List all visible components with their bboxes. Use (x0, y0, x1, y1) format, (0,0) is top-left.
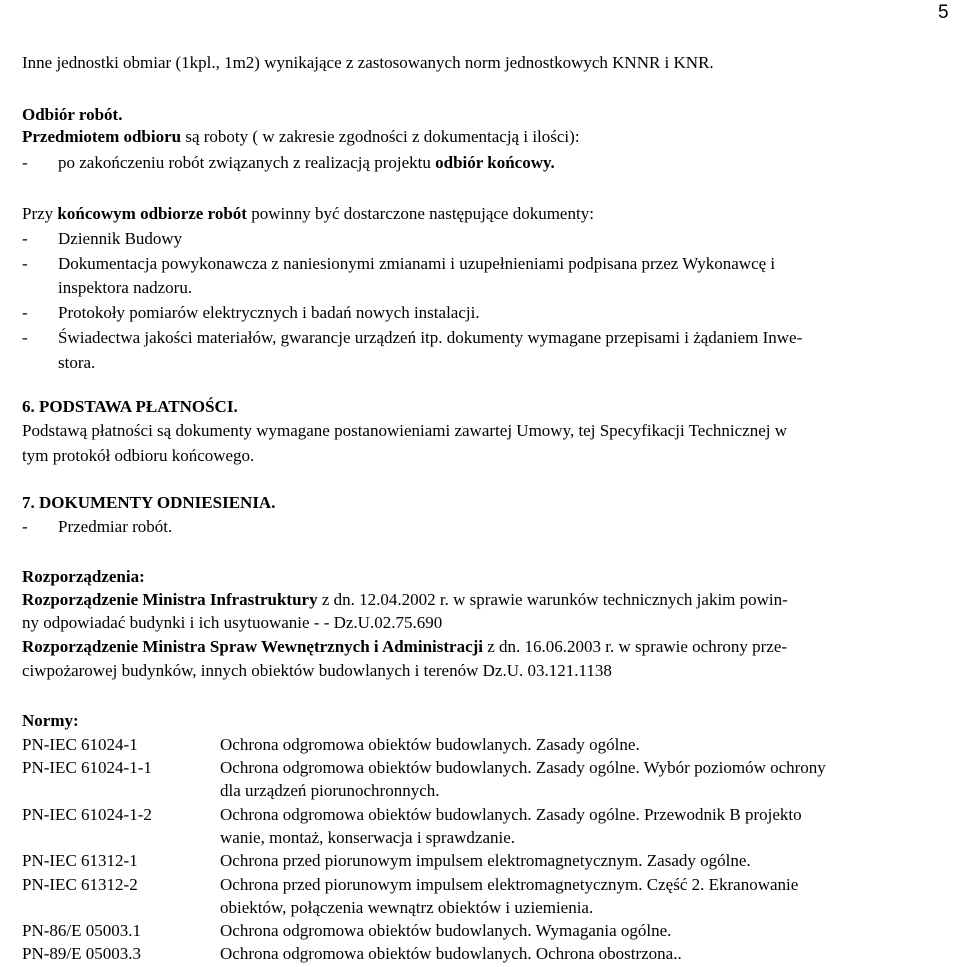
references-item-text: Przedmiar robót. (58, 517, 173, 536)
norm-code: PN-89/E 05003.3 (22, 944, 141, 963)
list-dash: - (22, 254, 28, 273)
document-item-2-line1: Dokumentacja powykonawcza z naniesionymi zmianami i uzupełnieniami podpisana przez Wykonawcę i (58, 254, 776, 273)
list-dash: - (22, 229, 28, 248)
document-item-1-text: Dziennik Budowy (58, 229, 183, 248)
documents-intro (22, 203, 594, 224)
norm-description: Ochrona odgromowa obiektów budowlanych. Zasady ogólne. Przewodnik B projekto (220, 805, 802, 824)
norm-code: PN-IEC 61312-1 (22, 851, 138, 870)
document-item-2 (22, 253, 775, 274)
norm-code: PN-IEC 61024-1 (22, 735, 138, 754)
regulation-1-rest: z dn. 12.04.2002 r. w sprawie warunków technicznych jakim powin- (317, 590, 788, 609)
document-item-4-line1: Świadectwa jakości materiałów, gwarancje urządzeń itp. dokumenty wymagane przepisami i żądaniem Inwe- (58, 328, 803, 347)
norm-description-cont: wanie, montaż, konserwacja i sprawdzanie. (220, 828, 516, 847)
odbior-subject-bold: Przedmiotem odbioru (22, 127, 182, 146)
intro-text: Inne jednostki obmiar (1kpl., 1m2) wynikające z zastosowanych norm jednostkowych KNNR i KNR. (22, 53, 714, 72)
odbior-item-text: po zakończeniu robót związanych z realizacją projektu (58, 153, 436, 172)
regulations-heading: Rozporządzenia: (22, 567, 145, 586)
odbior-heading: Odbiór robót. (22, 105, 123, 124)
norm-description: Ochrona odgromowa obiektów budowlanych. Wymagania ogólne. (220, 921, 672, 940)
list-dash: - (22, 517, 28, 536)
norms-heading: Normy: (22, 711, 79, 730)
payment-heading: 6. PODSTAWA PŁATNOŚCI. (22, 397, 238, 416)
payment-line-2: tym protokół odbioru końcowego. (22, 446, 255, 465)
payment-line-1: Podstawą płatności są dokumenty wymagane postanowieniami zawartej Umowy, tej Specyfikacji Technicznej w (22, 421, 788, 440)
document-item-3 (22, 302, 480, 323)
references-heading: 7. DOKUMENTY ODNIESIENIA. (22, 493, 276, 512)
norm-description: Ochrona przed piorunowym impulsem elektromagnetycznym. Zasady ogólne. (220, 851, 751, 870)
page-number: 5 (938, 2, 949, 23)
regulation-1-line1 (22, 589, 788, 610)
document-item-1 (22, 228, 182, 249)
list-dash: - (22, 328, 28, 347)
norm-description: Ochrona odgromowa obiektów budowlanych. Zasady ogólne. Wybór poziomów ochrony (220, 758, 826, 777)
document-item-4-line2: stora. (58, 353, 96, 372)
regulation-2-line2: ciwpożarowej budynków, innych obiektów budowlanych i terenów Dz.U. 03.121.1138 (22, 661, 612, 680)
norm-description: Ochrona odgromowa obiektów budowlanych. Zasady ogólne. (220, 735, 640, 754)
norm-description-cont: obiektów, połączenia wewnątrz obiektów i uziemienia. (220, 898, 594, 917)
norm-code: PN-IEC 61024-1-1 (22, 758, 152, 777)
norm-code: PN-86/E 05003.1 (22, 921, 141, 940)
odbior-item (22, 152, 555, 173)
document-item-3-text: Protokoły pomiarów elektrycznych i badań nowych instalacji. (58, 303, 480, 322)
odbior-subject (22, 126, 580, 147)
documents-intro-post: powinny być dostarczone następujące dokumenty: (246, 204, 594, 223)
document-item-2-line2: inspektora nadzoru. (58, 278, 193, 297)
norm-code: PN-IEC 61024-1-2 (22, 805, 152, 824)
norm-description-cont: dla urządzeń piorunochronnych. (220, 781, 440, 800)
list-dash: - (22, 303, 28, 322)
norm-code: PN-IEC 61312-2 (22, 875, 138, 894)
documents-intro-pre: Przy (22, 204, 58, 223)
regulation-1-line2: ny odpowiadać budynki i ich usytuowanie - - Dz.U.02.75.690 (22, 613, 443, 632)
documents-intro-bold: końcowym odbiorze robót (57, 204, 247, 223)
references-item (22, 516, 172, 537)
norm-description: Ochrona przed piorunowym impulsem elektromagnetycznym. Część 2. Ekranowanie (220, 875, 799, 894)
regulation-2-title: Rozporządzenie Ministra Spraw Wewnętrznych i Administracji (22, 637, 484, 656)
odbior-item-bold: odbiór końcowy. (435, 153, 555, 172)
document-item-4 (22, 327, 802, 348)
norm-description: Ochrona odgromowa obiektów budowlanych. Ochrona obostrzona.. (220, 944, 682, 963)
regulation-1-title: Rozporządzenie Ministra Infrastruktury (22, 590, 318, 609)
regulation-2-rest: z dn. 16.06.2003 r. w sprawie ochrony prze- (483, 637, 788, 656)
odbior-subject-rest: są roboty ( w zakresie zgodności z dokumentacją i ilości): (181, 127, 580, 146)
list-dash: - (22, 153, 28, 172)
regulation-2-line1 (22, 636, 787, 657)
